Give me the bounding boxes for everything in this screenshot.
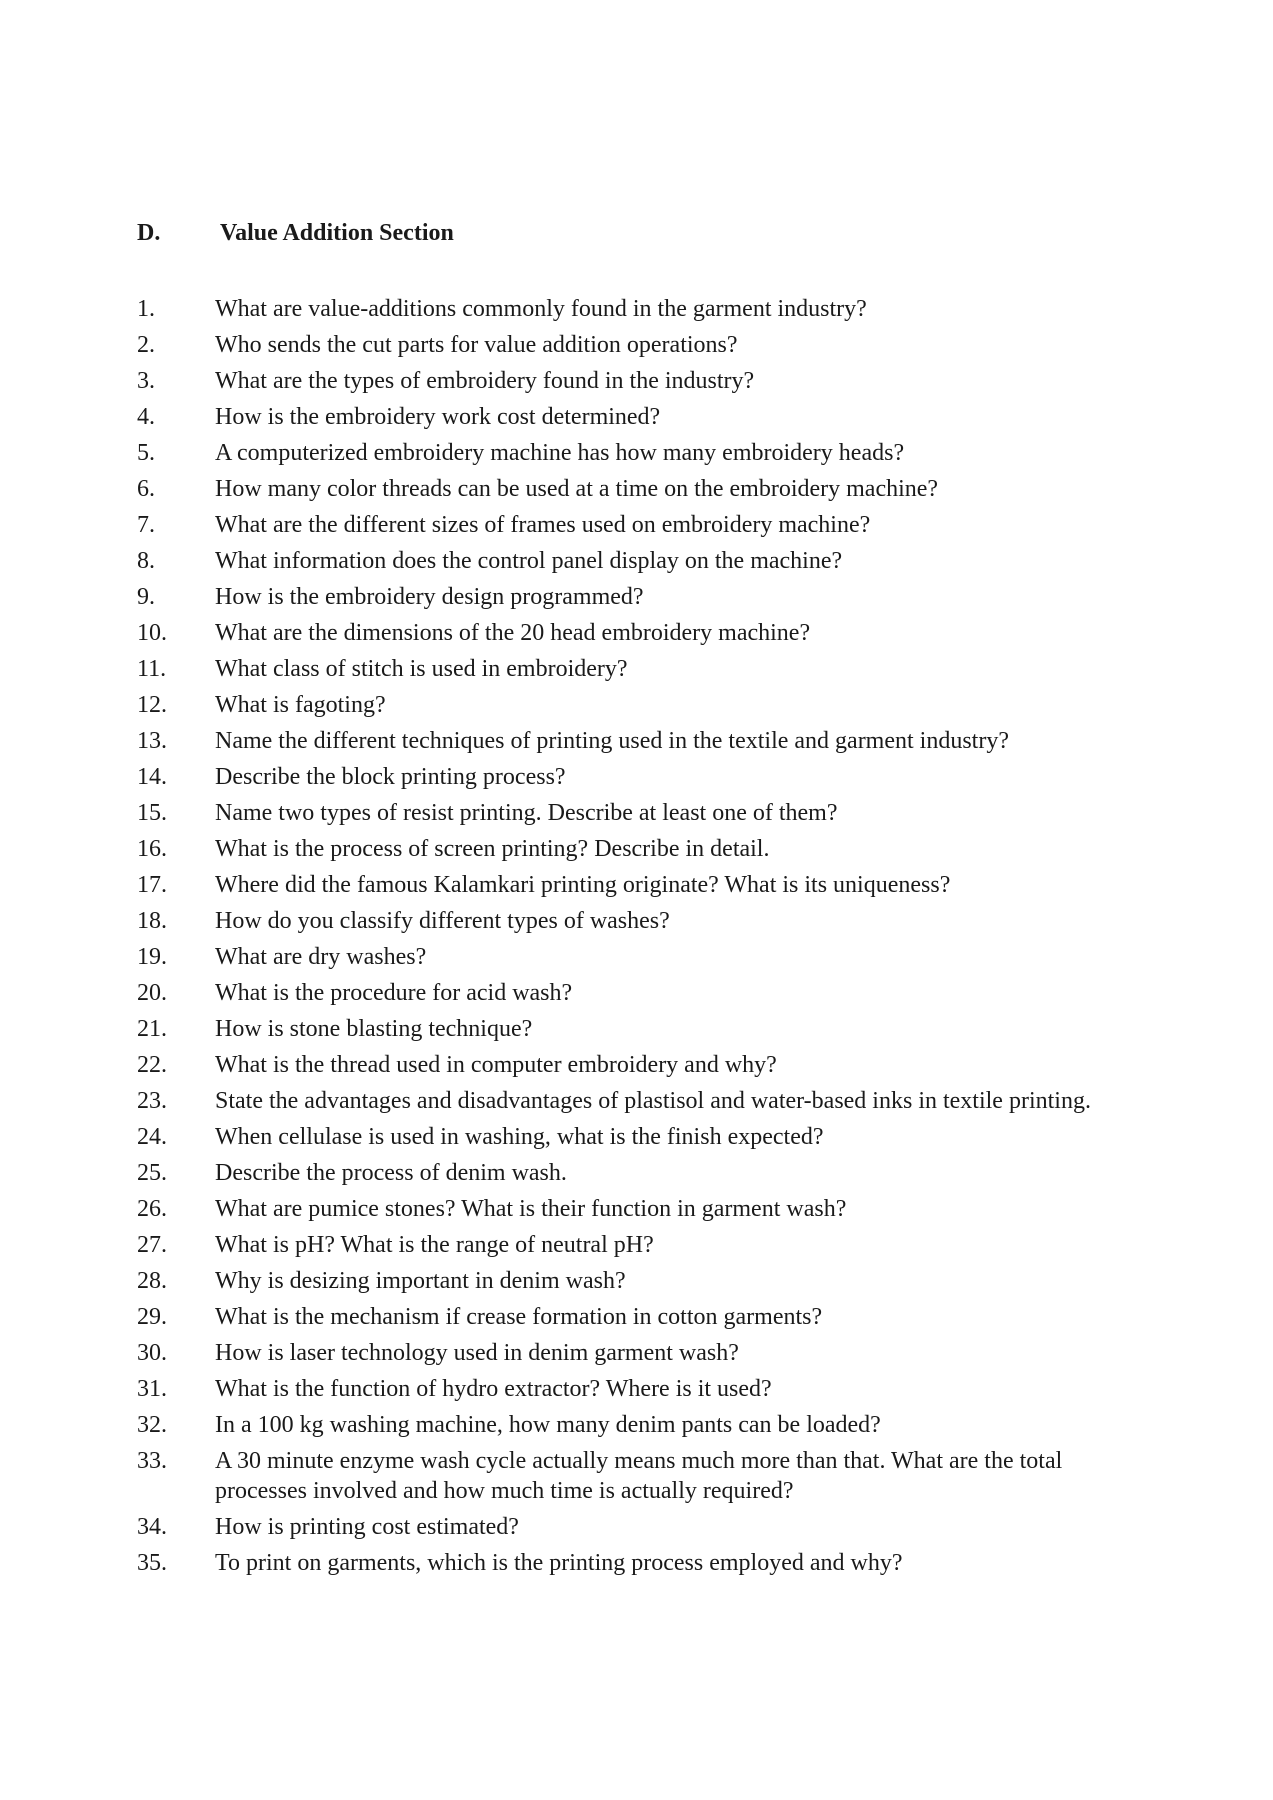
question-text: Why is desizing important in denim wash? <box>215 1268 626 1294</box>
question-item <box>137 1050 1157 1080</box>
question-number: 7. <box>137 512 155 538</box>
question-number: 15. <box>137 800 167 826</box>
question-number: 5. <box>137 440 155 466</box>
question-text: What information does the control panel display on the machine? <box>215 548 843 574</box>
question-item <box>137 438 1157 468</box>
question-number: 21. <box>137 1016 167 1042</box>
question-item <box>137 618 1157 648</box>
question-item <box>137 1266 1157 1296</box>
question-item <box>137 1194 1157 1224</box>
question-item <box>137 1512 1157 1542</box>
question-text: What are the different sizes of frames used on embroidery machine? <box>215 512 871 538</box>
question-item <box>137 906 1157 936</box>
question-text: What is the mechanism if crease formation in cotton garments? <box>215 1304 823 1330</box>
question-number: 23. <box>137 1088 167 1114</box>
question-item <box>137 1230 1157 1260</box>
section-letter: D. <box>137 220 161 246</box>
question-number: 2. <box>137 332 155 358</box>
question-text: Where did the famous Kalamkari printing originate? What is its uniqueness? <box>215 872 951 898</box>
question-item <box>137 330 1157 360</box>
question-item <box>137 366 1157 396</box>
question-item <box>137 870 1157 900</box>
section-title: Value Addition Section <box>220 220 454 246</box>
question-item <box>137 1338 1157 1368</box>
question-number: 12. <box>137 692 167 718</box>
question-item <box>137 726 1157 756</box>
question-item <box>137 762 1157 792</box>
question-text: A computerized embroidery machine has how many embroidery heads? <box>215 440 905 466</box>
question-text: What are the types of embroidery found in the industry? <box>215 368 755 394</box>
question-text: In a 100 kg washing machine, how many denim pants can be loaded? <box>215 1412 881 1438</box>
question-text: How is printing cost estimated? <box>215 1514 519 1540</box>
question-number: 35. <box>137 1550 167 1576</box>
question-text: What is the process of screen printing? Describe in detail. <box>215 836 770 862</box>
question-number: 13. <box>137 728 167 754</box>
question-item <box>137 1014 1157 1044</box>
question-number: 6. <box>137 476 155 502</box>
question-text: What are the dimensions of the 20 head embroidery machine? <box>215 620 811 646</box>
question-number: 14. <box>137 764 167 790</box>
question-number: 27. <box>137 1232 167 1258</box>
question-number: 29. <box>137 1304 167 1330</box>
question-item <box>137 402 1157 432</box>
question-text: State the advantages and disadvantages of plastisol and water-based inks in textile printing. <box>215 1088 1091 1114</box>
question-number: 24. <box>137 1124 167 1150</box>
question-item <box>137 1086 1157 1116</box>
question-item <box>137 942 1157 972</box>
question-number: 17. <box>137 872 167 898</box>
question-number: 20. <box>137 980 167 1006</box>
question-text: Who sends the cut parts for value addition operations? <box>215 332 738 358</box>
question-text: What is the thread used in computer embroidery and why? <box>215 1052 777 1078</box>
question-item <box>137 978 1157 1008</box>
question-number: 18. <box>137 908 167 934</box>
question-number: 16. <box>137 836 167 862</box>
question-text: What is the procedure for acid wash? <box>215 980 573 1006</box>
question-text: How is laser technology used in denim garment wash? <box>215 1340 739 1366</box>
question-item <box>137 690 1157 720</box>
question-item <box>137 798 1157 828</box>
question-text: Name the different techniques of printing used in the textile and garment industry? <box>215 728 1009 754</box>
question-text: How is the embroidery design programmed? <box>215 584 644 610</box>
question-text: What class of stitch is used in embroidery? <box>215 656 628 682</box>
question-text: Describe the process of denim wash. <box>215 1160 567 1186</box>
question-text: What are dry washes? <box>215 944 427 970</box>
question-text: Name two types of resist printing. Describe at least one of them? <box>215 800 838 826</box>
question-text: When cellulase is used in washing, what is the finish expected? <box>215 1124 824 1150</box>
question-number: 31. <box>137 1376 167 1402</box>
question-number: 19. <box>137 944 167 970</box>
question-number: 11. <box>137 656 167 682</box>
question-item <box>137 294 1157 324</box>
question-text: What are pumice stones? What is their function in garment wash? <box>215 1196 847 1222</box>
question-item <box>137 582 1157 612</box>
question-number: 32. <box>137 1412 167 1438</box>
question-item <box>137 546 1157 576</box>
question-text: How do you classify different types of washes? <box>215 908 670 934</box>
question-item <box>137 1122 1157 1152</box>
question-number: 4. <box>137 404 155 430</box>
question-text: A 30 minute enzyme wash cycle actually means much more than that. What are the total processes involved and how much time is actually required? <box>215 1448 1063 1504</box>
question-text: What are value-additions commonly found in the garment industry? <box>215 296 867 322</box>
question-number: 30. <box>137 1340 167 1366</box>
question-text: What is pH? What is the range of neutral pH? <box>215 1232 654 1258</box>
question-item <box>137 1158 1157 1188</box>
question-number: 34. <box>137 1514 167 1540</box>
question-item <box>137 654 1157 684</box>
section-header <box>137 218 454 248</box>
question-text: How many color threads can be used at a time on the embroidery machine? <box>215 476 939 502</box>
question-number: 3. <box>137 368 155 394</box>
question-item <box>137 1446 1157 1506</box>
question-item <box>137 1302 1157 1332</box>
question-item <box>137 1374 1157 1404</box>
question-item <box>137 1410 1157 1440</box>
question-number: 33. <box>137 1448 167 1474</box>
question-number: 9. <box>137 584 155 610</box>
question-item <box>137 474 1157 504</box>
question-number: 28. <box>137 1268 167 1294</box>
question-number: 26. <box>137 1196 167 1222</box>
question-item <box>137 834 1157 864</box>
question-number: 25. <box>137 1160 167 1186</box>
question-text: What is the function of hydro extractor? Where is it used? <box>215 1376 772 1402</box>
question-item <box>137 510 1157 540</box>
question-text: What is fagoting? <box>215 692 386 718</box>
question-text: Describe the block printing process? <box>215 764 566 790</box>
question-number: 22. <box>137 1052 167 1078</box>
question-text: How is the embroidery work cost determined? <box>215 404 661 430</box>
question-item <box>137 1548 1157 1578</box>
question-list <box>137 294 1157 1584</box>
question-number: 10. <box>137 620 167 646</box>
question-text: How is stone blasting technique? <box>215 1016 533 1042</box>
question-number: 1. <box>137 296 155 322</box>
question-text: To print on garments, which is the printing process employed and why? <box>215 1550 903 1576</box>
question-number: 8. <box>137 548 155 574</box>
